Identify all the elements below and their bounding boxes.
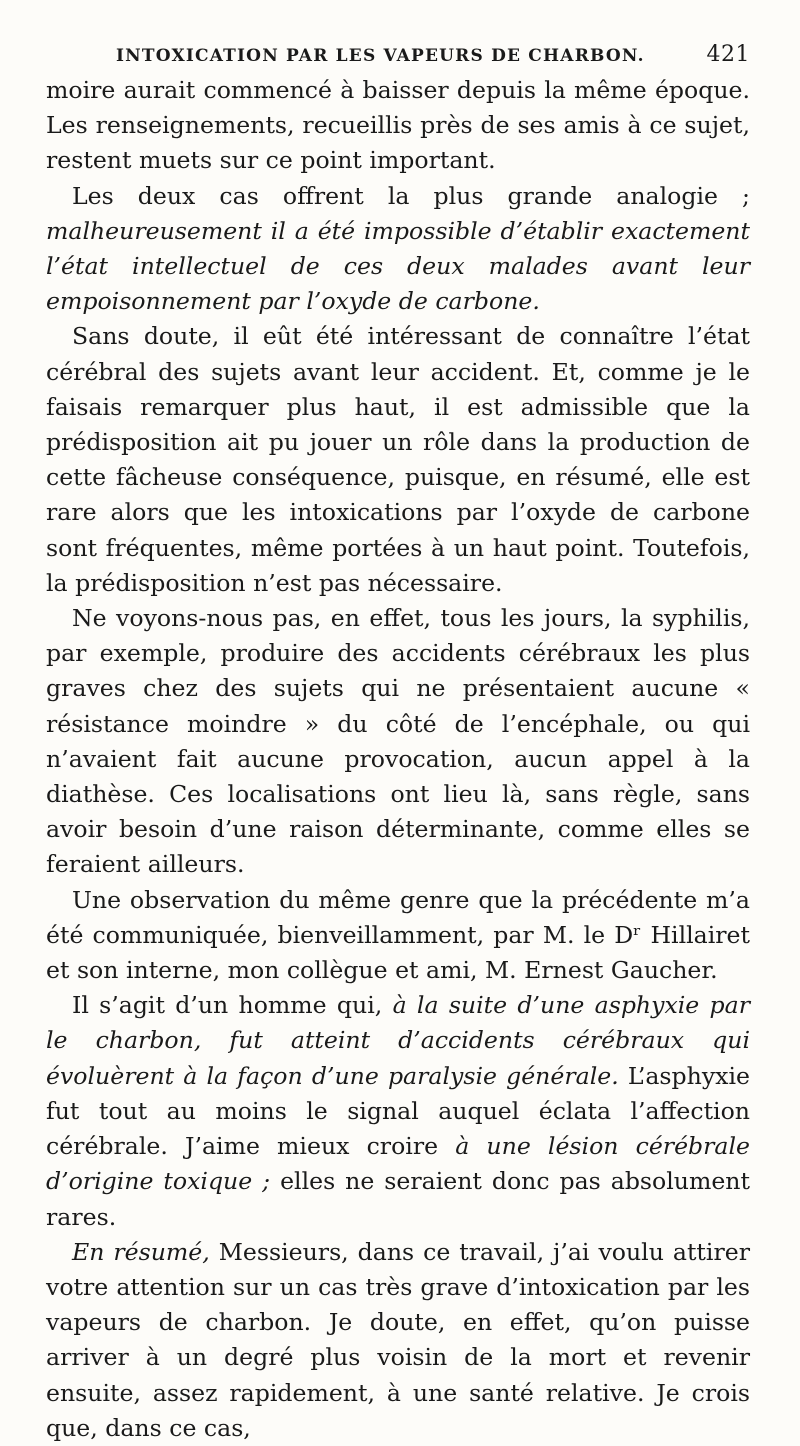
- text-run: Sans doute, il eût été intéressant de connaître l’état cérébral des sujets avant leur accident. Et, comme je le faisais remarquer plus haut, il est admissible que la prédisposition ait pu jouer un rôle dans la production de cette fâcheuse conséquence, puisque, en résumé, elle est rare alors que les intoxications par l’oxyde de carbone sont fréquentes, même portées à un haut point. Toutefois, la prédisposition n’est pas nécessaire.: [46, 322, 750, 597]
- text-run: Messieurs, dans ce travail, j’ai voulu attirer votre attention sur un cas très grave d’intoxication par les vapeurs de charbon. Je doute, en effet, qu’on puisse arriver à un degré plus voisin de la mort et revenir ensuite, assez rapidement, à une santé relative. Je crois que, dans ce cas,: [46, 1237, 750, 1442]
- running-title: INTOXICATION PAR LES VAPEURS DE CHARBON.: [116, 46, 645, 66]
- paragraph: [46, 601, 750, 883]
- page-number: 421: [706, 42, 750, 67]
- italic-text: malheureusement il a été impossible d’établir exactement l’état intellectuel de ces deux malades avant leur empoisonnement par l’oxyde de carbone.: [46, 216, 750, 316]
- paragraph: [46, 988, 750, 1234]
- body-text: [46, 73, 750, 1446]
- text-run: Il s’agit d’un homme qui,: [72, 991, 393, 1020]
- italic-text: à une lésion cérébrale d’origine toxique ;: [46, 1132, 750, 1196]
- paragraph: [46, 73, 750, 179]
- paragraph: [46, 319, 750, 601]
- italic-text: En résumé,: [72, 1237, 210, 1266]
- paragraph: [46, 1235, 750, 1446]
- text-run: Les deux cas offrent la plus grande analogie ;: [72, 181, 750, 210]
- paragraph: [46, 883, 750, 989]
- running-header: [116, 42, 750, 67]
- italic-text: à la suite d’une asphyxie par le charbon, fut atteint d’accidents cérébraux qui évoluèrent à la façon d’une paralysie générale.: [46, 991, 750, 1090]
- text-run: L’asphyxie fut tout au moins le signal auquel éclata l’affection cérébrale. J’aime mieux croire: [46, 1061, 750, 1161]
- text-run: Ne voyons-nous pas, en effet, tous les jours, la syphilis, par exemple, produire des accidents cérébraux les plus graves chez des sujets qui ne présentaient aucune « résistance moindre » du côté de l’encéphale, ou qui n’avaient fait aucune provocation, aucun appel à la diathèse. Ces localisations ont lieu là, sans règle, sans avoir besoin d’une raison déterminante, comme elles se feraient ailleurs.: [46, 604, 750, 879]
- text-run: moire aurait commencé à baisser depuis la même époque. Les renseignements, recueillis près de ses amis à ce sujet, restent muets sur ce point important.: [46, 76, 750, 175]
- paragraph: [46, 179, 750, 320]
- text-run: elles ne seraient donc pas absolument rares.: [46, 1167, 750, 1231]
- text-run: Une observation du même genre que la précédente m’a été communiquée, bienveillamment, par M. le Dʳ Hillairet et son interne, mon collègue et ami, M. Ernest Gaucher.: [46, 885, 750, 985]
